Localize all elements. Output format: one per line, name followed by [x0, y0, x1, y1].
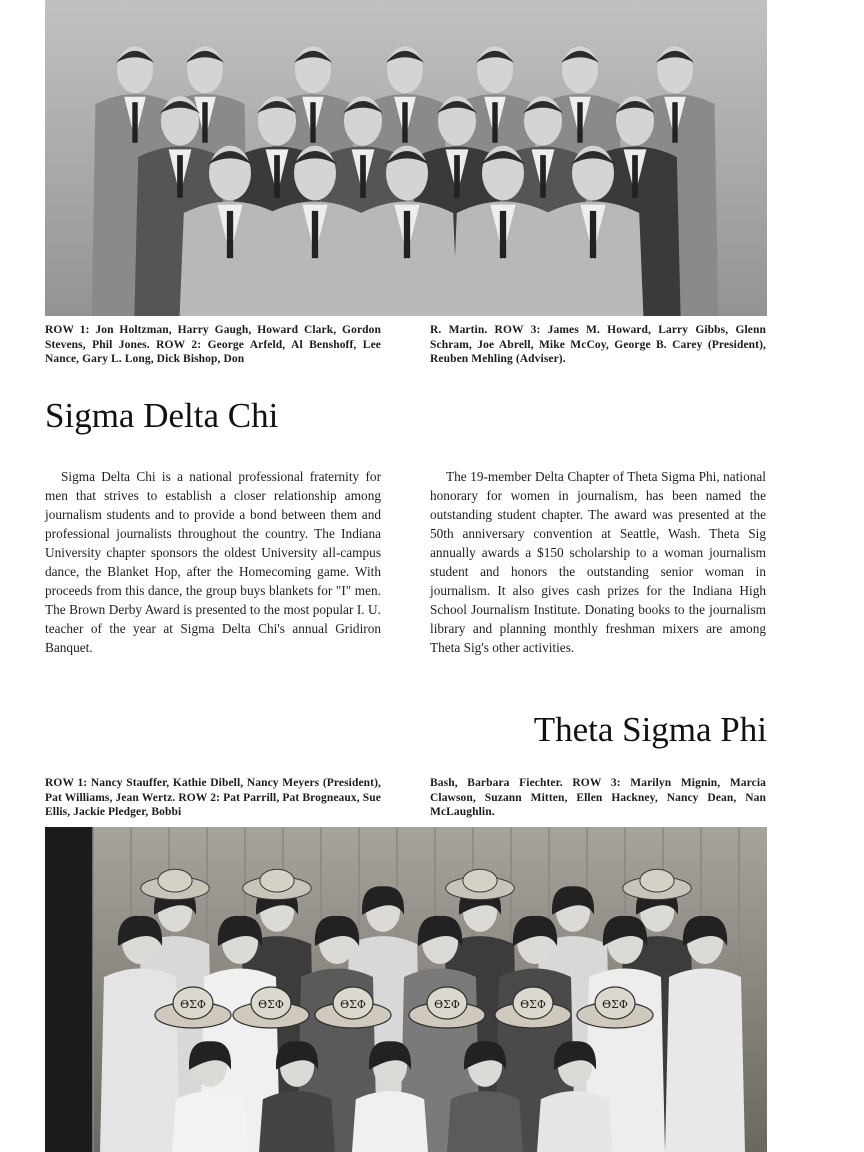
theta-sigma-phi-title: Theta Sigma Phi	[533, 710, 767, 749]
sigma-delta-chi-group-photo	[45, 0, 767, 316]
hat-lettering: ΘΣΦ	[520, 998, 546, 1011]
hat-lettering: ΘΣΦ	[340, 998, 366, 1011]
hat-lettering: ΘΣΦ	[434, 998, 460, 1011]
tsp-caption-right: Bash, Barbara Fiechter. ROW 3: Marilyn Mignin, Marcia Clawson, Suzann Mitten, Ellen Hackney, Nancy Dean, Nan McLaughlin.	[430, 777, 766, 818]
sdc-caption-right: R. Martin. ROW 3: James M. Howard, Larry Gibbs, Glenn Schram, Joe Abrell, Mike McCoy, George B. Carey (President), Reuben Mehling (Adviser).	[430, 324, 766, 365]
women-group-illustration	[45, 827, 767, 1152]
hat-lettering: ΘΣΦ	[258, 998, 284, 1011]
hat-lettering: ΘΣΦ	[602, 998, 628, 1011]
sigma-delta-chi-body: Sigma Delta Chi is a national professional fraternity for men that strives to establish a closer relationship among journalism students and to provide a bond between them and professional journalists throughout the country. The Indiana University chapter sponsors the oldest University all-campus dance, the Blanket Hop, after the Homecoming game. With proceeds from this dance, the group buys blankets for "I" men. The Brown Derby Award is presented to the most popular I. U. teacher of the year at Sigma Delta Chi's annual Gridiron Banquet.	[45, 469, 381, 655]
theta-sigma-phi-body: The 19-member Delta Chapter of Theta Sigma Phi, national honorary for women in journalism, has been named the outstanding student chapter. The award was presented at the 50th anniversary convention at Seattle, Wash. Theta Sig annually awards a $150 scholarship to a woman journalism student and honors the outstanding senior woman in journalism. It also gives cash prizes for the Indiana High School Journalism Institute. Donating books to the journalism library and planning monthly freshman mixers are among Theta Sig's other activities.	[430, 469, 766, 655]
hat-lettering: ΘΣΦ	[180, 998, 206, 1011]
sigma-delta-chi-title: Sigma Delta Chi	[45, 396, 279, 435]
tsp-caption-left: ROW 1: Nancy Stauffer, Kathie Dibell, Nancy Meyers (President), Pat Williams, Jean Wertz. ROW 2: Pat Parrill, Pat Brogneaux, Sue Ellis, Jackie Pledger, Bobbi	[45, 777, 381, 818]
theta-sigma-phi-group-photo	[45, 827, 767, 1152]
men-group-illustration	[45, 0, 767, 316]
sdc-caption-left: ROW 1: Jon Holtzman, Harry Gaugh, Howard Clark, Gordon Stevens, Phil Jones. ROW 2: George Arfeld, Al Benshoff, Lee Nance, Gary L. Long, Dick Bishop, Don	[45, 324, 381, 365]
